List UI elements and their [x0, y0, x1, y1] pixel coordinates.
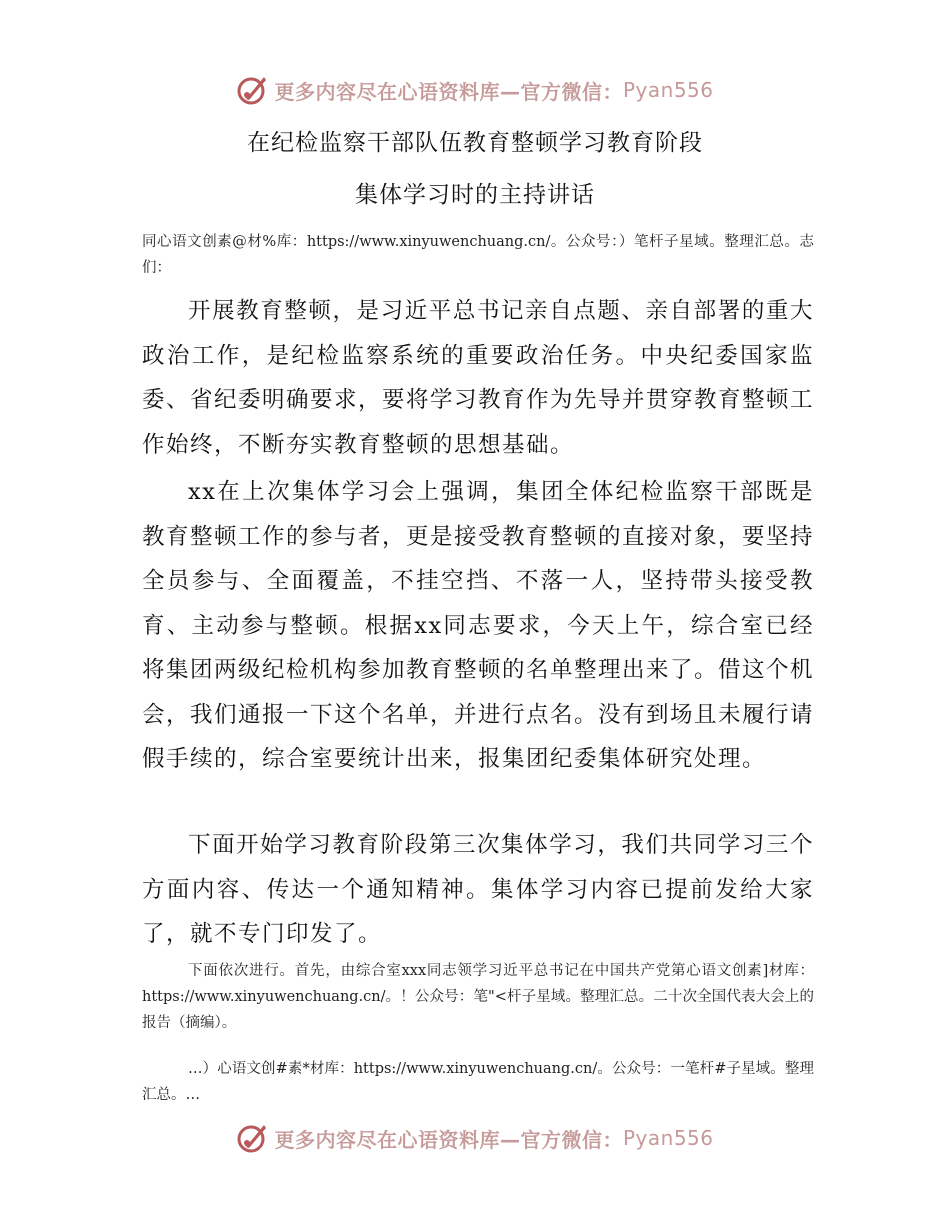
paragraph-2: xx在上次集体学习会上强调，集团全体纪检监察干部既是教育整顿工作的参与者，更是接受教育整顿的直接对象，要坚持全员参与、全面覆盖，不挂空挡、不落一人，坚持带头接受教育、主动参与整顿。根据xx同志要求，今天上午，综合室已经将集团两级纪检机构参加教育整顿的名单整理出来了。借这个机会，我们通报一下这个名单，并进行点名。没有到场且未履行请假手续的，综合室要统计出来，报集团纪委集体研究处理。 [142, 479, 815, 772]
header-banner [0, 70, 950, 110]
quill-logo-icon [236, 73, 270, 107]
paragraph-1: 开展教育整顿，是习近平总书记亲自点题、亲自部署的重大政治工作，是纪检监察系统的重要政治任务。中央纪委国家监委、省纪委明确要求，要将学习教育作为先导并贯穿教育整顿工作始终，不断夯实教育整顿的思想基础。 [142, 298, 815, 458]
banner-text: 更多内容尽在心语资料库—官方微信： [274, 1127, 623, 1152]
quill-logo-icon [236, 1121, 270, 1155]
source-note: 同心语文创素@材%库：https://www.xinyuwenchuang.cn/。公众号：）笔杆子星域。整理汇总。志们： [142, 234, 814, 276]
paragraph-5: …）心语文创#素*材库：https://www.xinyuwenchuang.cn/。公众号：一笔杆#子星域。整理汇总。… [142, 1061, 814, 1103]
document-title-line2: 集体学习时的主持讲话 [355, 182, 595, 208]
paragraph-4: 下面依次进行。首先，由综合室xxx同志领学习近平总书记在中国共产党第心语文创素]材库：https://www.xinyuwenchuang.cn/。！公众号：笔"<杆子星域。整理汇总。二十次全国代表大会上的报告（摘编）。 [142, 963, 814, 1031]
banner-text: 更多内容尽在心语资料库—官方微信： [274, 79, 623, 104]
paragraph-3: 下面开始学习教育阶段第三次集体学习，我们共同学习三个方面内容、传达一个通知精神。集体学习内容已提前发给大家了，就不专门印发了。 [142, 832, 814, 947]
document-title-line1: 在纪检监察干部队伍教育整顿学习教育阶段 [247, 130, 703, 156]
wechat-id: Pyan556 [622, 1126, 714, 1150]
wechat-id: Pyan556 [622, 78, 714, 102]
footer-banner [0, 1118, 950, 1158]
